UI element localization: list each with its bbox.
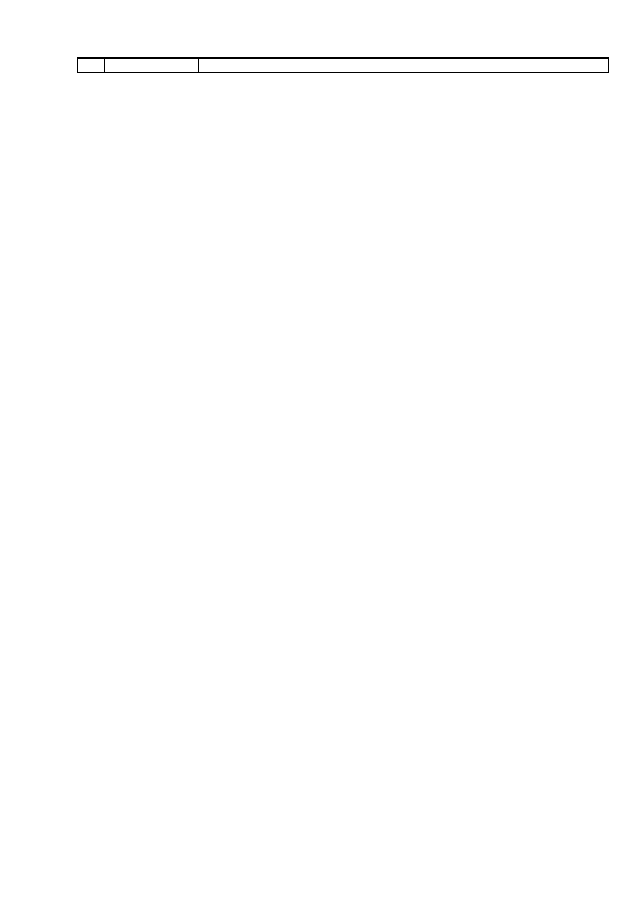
number-cell [78,59,105,73]
district-cell [105,59,199,73]
description-cell [199,59,609,73]
spacer [203,59,604,72]
table-row-7 [78,59,609,73]
document-page [77,57,607,73]
tariff-table [77,57,609,73]
row7-content [199,59,608,72]
row-number [78,59,104,61]
district-name [105,59,198,61]
